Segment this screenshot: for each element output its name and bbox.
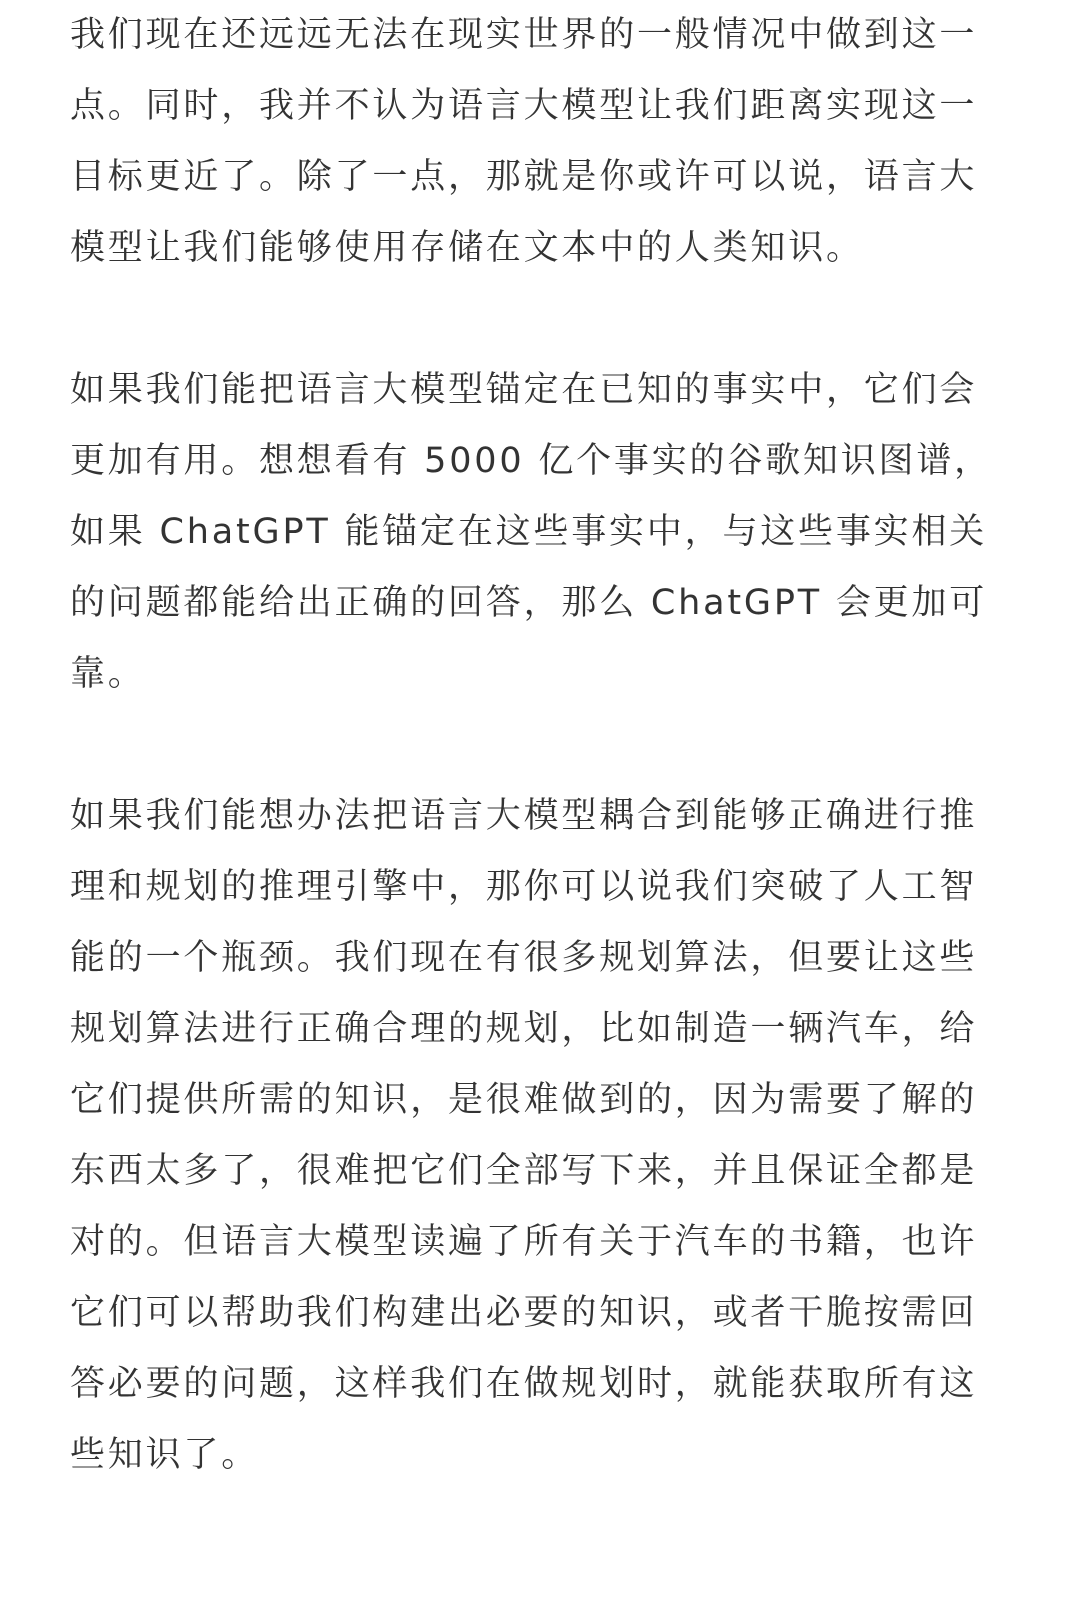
paragraph-3: 如果我们能想办法把语言大模型耦合到能够正确进行推理和规划的推理引擎中，那你可以说我们突破了人工智能的一个瓶颈。我们现在有很多规划算法，但要让这些规划算法进行正确合理的规划，比如制造一辆汽车，给它们提供所需的知识，是很难做到的，因为需要了解的东西太多了，很难把它们全部写下来，并且保证全都是对的。但语言大模型读遍了所有关于汽车的书籍，也许它们可以帮助我们构建出必要的知识，或者干脆按需回答必要的问题，这样我们在做规划时，就能获取所有这些知识了。 xyxy=(70,796,978,1475)
paragraph-1: 我们现在还远远无法在现实世界的一般情况中做到这一点。同时，我并不认为语言大模型让我们距离实现这一目标更近了。除了一点，那就是你或许可以说，语言大模型让我们能够使用存储在文本中的人类知识。 xyxy=(70,15,978,268)
paragraph-2: 如果我们能把语言大模型锚定在已知的事实中，它们会更加有用。想想看有 5000 亿个事实的谷歌知识图谱，如果 ChatGPT 能锚定在这些事实中，与这些事实相关的问题都能给出正确的回答，那么 ChatGPT 会更加可靠。 xyxy=(70,370,992,694)
